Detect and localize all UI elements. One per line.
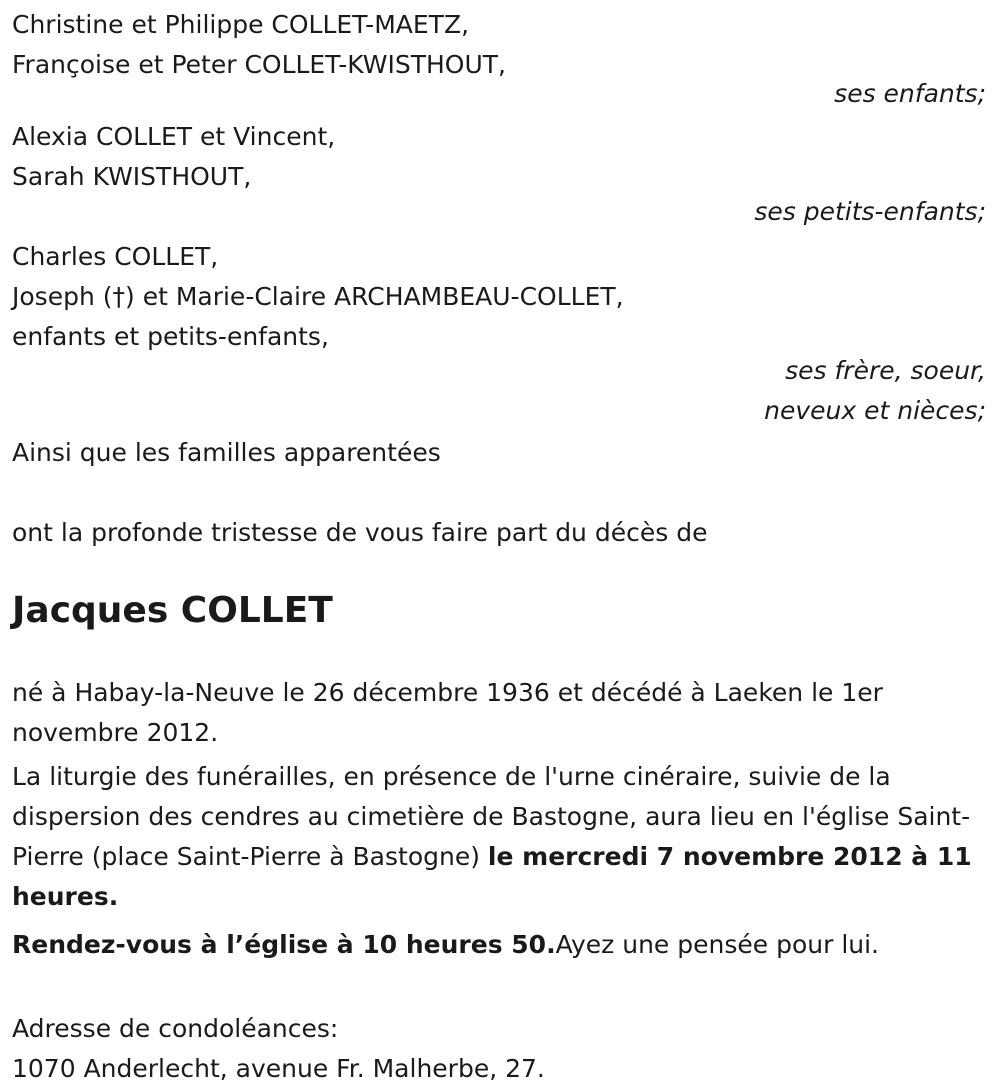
relation-label: ses frère, soeur,	[785, 356, 986, 385]
ceremony-date: le mercredi 7 novembre 2012 à 11 heures.	[12, 842, 972, 911]
relation-label: ses petits-enfants;	[754, 197, 986, 226]
deceased-name: Jacques COLLET	[12, 590, 333, 631]
family-line: Sarah KWISTHOUT,	[12, 162, 252, 191]
ceremony-paragraph	[12, 757, 988, 917]
family-line: Charles COLLET,	[12, 242, 219, 271]
birth-death-paragraph: né à Habay-la-Neuve le 26 décembre 1936 et décédé à Laeken le 1er novembre 2012.	[12, 678, 883, 747]
relation-label: neveux et nièces;	[764, 396, 986, 425]
family-line: Alexia COLLET et Vincent,	[12, 122, 336, 151]
ceremony-text: La liturgie des funérailles, en présence de l'urne cinéraire, suivie de la dispersion des cendres au cimetière de Bastogne, aura lieu en l'église Saint-Pierre (place Saint-Pierre à Bastogne)	[12, 762, 971, 871]
family-line: Joseph (†) et Marie-Claire ARCHAMBEAU-COLLET,	[12, 282, 624, 311]
family-line: enfants et petits-enfants,	[12, 322, 329, 351]
families-line: Ainsi que les familles apparentées	[12, 438, 441, 467]
meeting-time: Rendez-vous à l’église à 10 heures 50.	[12, 930, 556, 959]
family-line: Christine et Philippe COLLET-MAETZ,	[12, 10, 470, 39]
condolences-address: 1070 Anderlecht, avenue Fr. Malherbe, 27.	[12, 1054, 545, 1083]
announcement-line: ont la profonde tristesse de vous faire part du décès de	[12, 518, 708, 547]
meeting-text: Ayez une pensée pour lui.	[555, 930, 880, 959]
relation-label: ses enfants;	[834, 79, 986, 108]
meeting-paragraph	[12, 925, 988, 965]
group-siblings	[12, 237, 988, 431]
group-grandchildren	[12, 117, 988, 225]
group-children	[12, 5, 988, 108]
condolences-label: Adresse de condoléances:	[12, 1014, 339, 1043]
family-line: Françoise et Peter COLLET-KWISTHOUT,	[12, 50, 506, 79]
